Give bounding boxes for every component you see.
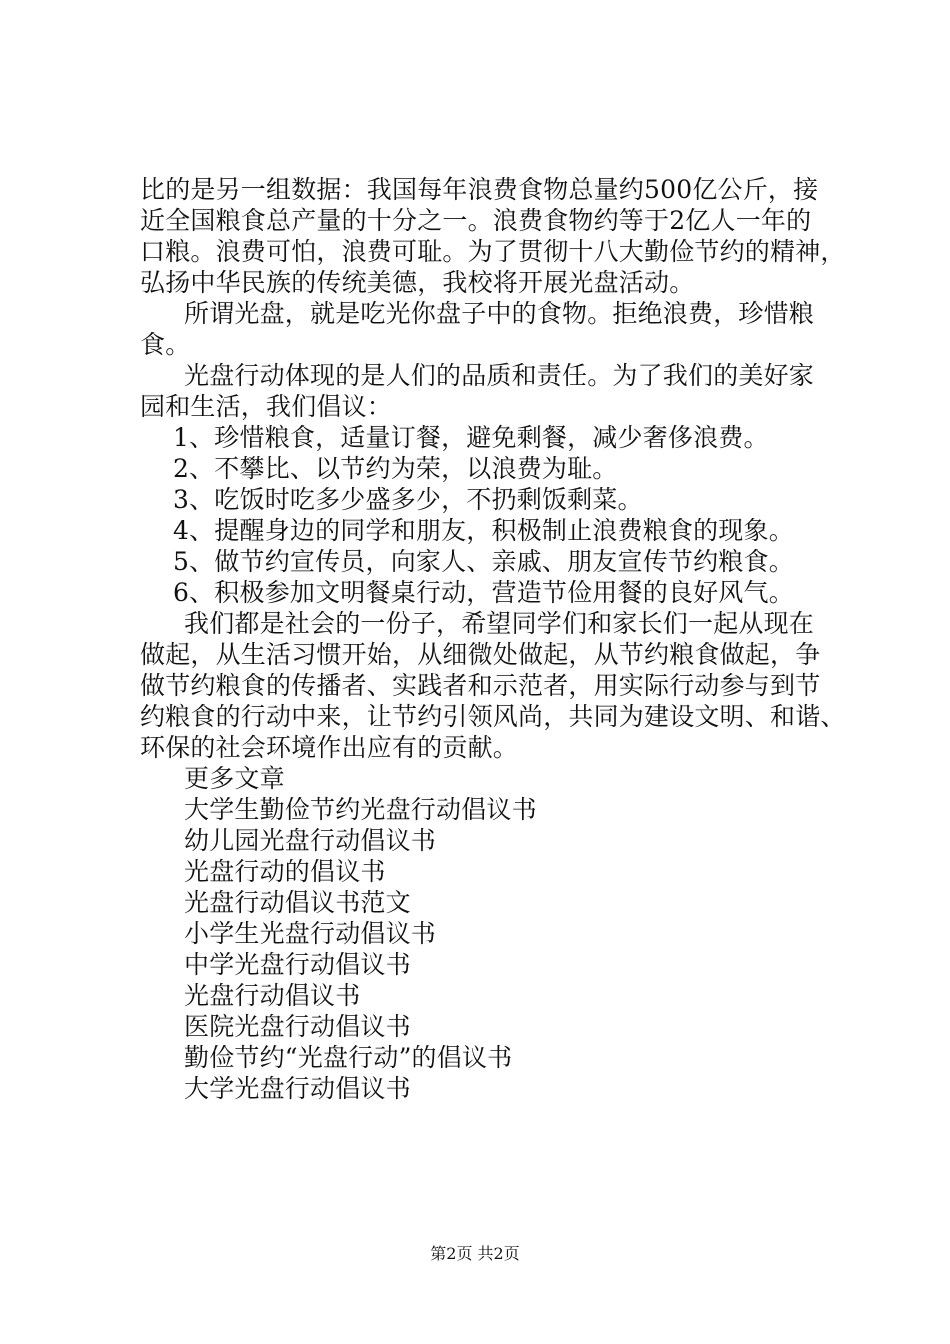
page-number: 第2页 共2页 xyxy=(430,1244,520,1263)
text-line: 所谓光盘，就是吃光你盘子中的食物。拒绝浪费，珍惜粮 xyxy=(184,299,815,328)
document-body xyxy=(140,174,846,1104)
list-item: 2、不攀比、以节约为荣，以浪费为耻。 xyxy=(173,454,618,483)
text-line: 比的是另一组数据：我国每年浪费食物总量约500亿公斤，接 xyxy=(140,175,819,204)
paragraph-data-comparison xyxy=(140,174,846,298)
text-line: 口粮。浪费可怕，浪费可耻。为了贯彻十八大勤俭节约的精神， xyxy=(140,237,846,266)
article-link[interactable]: 光盘行动倡议书范文 xyxy=(184,888,411,917)
paragraph-closing xyxy=(140,608,846,763)
list-item: 5、做节约宣传员，向家人、亲戚、朋友宣传节约粮食。 xyxy=(173,547,794,576)
text-line: 食。 xyxy=(140,330,191,359)
list-item: 1、珍惜粮食，适量订餐，避免剩餐，减少奢侈浪费。 xyxy=(173,423,769,452)
more-articles-heading: 更多文章 xyxy=(184,764,285,793)
list-item: 4、提醒身边的同学和朋友，积极制止浪费粮食的现象。 xyxy=(173,516,794,545)
text-line: 做节约粮食的传播者、实践者和示范者，用实际行动参与到节 xyxy=(140,671,821,700)
article-link[interactable]: 光盘行动倡议书 xyxy=(184,981,361,1010)
article-link[interactable]: 中学光盘行动倡议书 xyxy=(184,950,411,979)
more-articles-section xyxy=(140,763,840,1104)
text-line: 近全国粮食总产量的十分之一。浪费食物约等于2亿人一年的 xyxy=(140,206,812,235)
article-link[interactable]: 光盘行动的倡议书 xyxy=(184,857,386,886)
text-line: 做起，从生活习惯开始，从细微处做起，从节约粮食做起，争 xyxy=(140,640,821,669)
text-line: 约粮食的行动中来，让节约引领风尚，共同为建设文明、和谐、 xyxy=(140,702,846,731)
article-link[interactable]: 大学光盘行动倡议书 xyxy=(184,1074,411,1103)
article-link[interactable]: 小学生光盘行动倡议书 xyxy=(184,919,437,948)
text-line: 园和生活，我们倡议： xyxy=(140,392,393,421)
text-line: 环保的社会环境作出应有的贡献。 xyxy=(140,733,519,762)
list-item: 3、吃饭时吃多少盛多少，不扔剩饭剩菜。 xyxy=(173,485,643,514)
text-line: 弘扬中华民族的传统美德，我校将开展光盘活动。 xyxy=(140,268,695,297)
proposal-list xyxy=(140,422,840,608)
article-link[interactable]: 大学生勤俭节约光盘行动倡议书 xyxy=(184,795,537,824)
text-line: 光盘行动体现的是人们的品质和责任。为了我们的美好家 xyxy=(184,361,815,390)
paragraph-definition xyxy=(140,298,840,360)
article-link[interactable]: 医院光盘行动倡议书 xyxy=(184,1012,411,1041)
article-link[interactable]: 幼儿园光盘行动倡议书 xyxy=(184,826,437,855)
article-link[interactable]: 勤俭节约“光盘行动”的倡议书 xyxy=(184,1043,513,1072)
text-line: 我们都是社会的一份子，希望同学们和家长们一起从现在 xyxy=(184,609,815,638)
paragraph-proposal-intro xyxy=(140,360,840,422)
list-item: 6、积极参加文明餐桌行动，营造节俭用餐的良好风气。 xyxy=(173,578,794,607)
